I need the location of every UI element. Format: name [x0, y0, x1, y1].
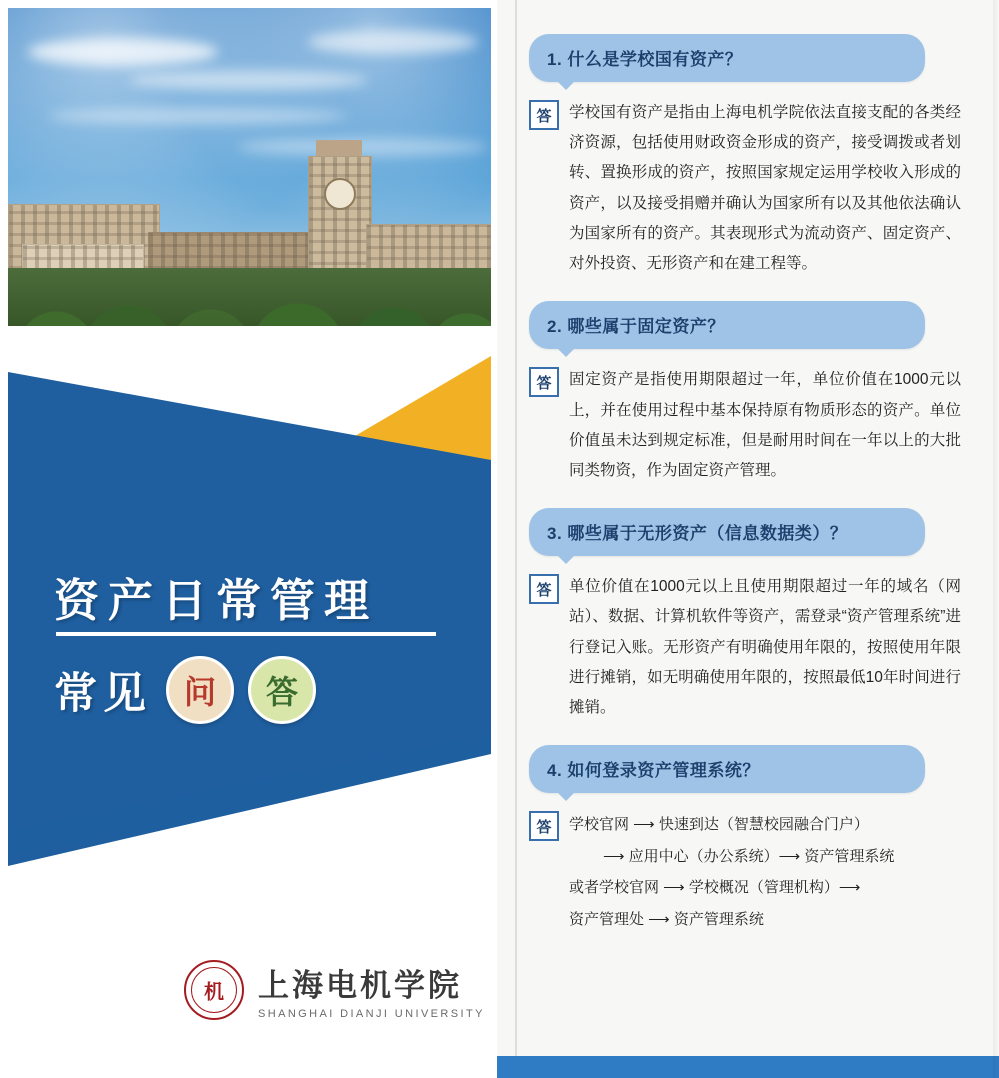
cloud-shape	[308, 30, 478, 54]
answer-row	[529, 98, 961, 279]
cloud-shape	[48, 108, 348, 124]
logo-name-en: SHANGHAI DIANJI UNIVERSITY	[258, 1008, 485, 1020]
cloud-shape	[128, 70, 368, 90]
cover-subtitle-group	[54, 656, 316, 724]
cover-title: 资产日常管理	[54, 575, 379, 626]
university-logo	[184, 960, 485, 1020]
qa-item	[529, 34, 961, 279]
cover-panel	[0, 0, 497, 1078]
question-bubble: 1. 什么是学校国有资产？	[529, 34, 925, 82]
seal-mark: 机	[204, 981, 224, 1004]
question-bubble: 3. 哪些属于无形资产（信息数据类）？	[529, 508, 925, 556]
answer-text: 单位价值在1000元以上且使用期限超过一年的域名（网站）、数据、计算机软件等资产，需登录“资产管理系统”进行登记入账。无形资产有明确使用年限的，按照使用年限进行摊销，如无明确使用年限的，按照最低10年时间进行摊销。	[569, 578, 961, 717]
clock-face	[324, 178, 356, 210]
bottom-color-bar	[497, 1056, 999, 1078]
flow-line: 学校官网 ⟶ 快速到达（智慧校园融合门户）	[569, 816, 869, 834]
answer-text: 固定资产是指使用期限超过一年，单位价值在1000元以上，并在使用过程中基本保持原有物质形态的资产。单位价值虽未达到规定标准，但是耐用时间在一年以上的大批同类物资，作为固定资产管理。	[569, 371, 961, 479]
flow-line: 或者学校官网 ⟶ 学校概况（管理机构）⟶	[569, 879, 861, 897]
logo-name-cn: 上海电机学院	[258, 968, 462, 1003]
question-circle: 问	[166, 656, 234, 724]
seal-icon	[184, 960, 244, 1020]
flow-line: ⟶ 应用中心（办公系统）⟶ 资产管理系统	[603, 847, 895, 865]
login-flow	[569, 809, 894, 935]
cover-artwork	[8, 8, 491, 1070]
qa-item	[529, 745, 961, 935]
cover-subtitle: 常见	[54, 669, 152, 718]
answer-circle: 答	[248, 656, 316, 724]
cloud-shape	[238, 138, 488, 156]
answer-row	[529, 809, 961, 935]
answer-row	[529, 365, 961, 486]
flow-line: 资产管理处 ⟶ 资产管理系统	[569, 910, 764, 928]
answer-badge: 答	[529, 100, 559, 130]
answer-row	[529, 572, 961, 723]
cloud-shape	[28, 38, 218, 66]
qa-item	[529, 508, 961, 723]
question-bubble: 2. 哪些属于固定资产？	[529, 301, 925, 349]
title-underline	[56, 632, 436, 636]
answer-badge: 答	[529, 367, 559, 397]
qa-panel	[497, 0, 999, 1078]
logo-text-group	[258, 960, 485, 1020]
answer-badge: 答	[529, 811, 559, 841]
question-bubble: 4. 如何登录资产管理系统？	[529, 745, 925, 793]
page-edge-shadow	[993, 0, 999, 1078]
fold-line	[515, 0, 517, 1078]
qa-item	[529, 301, 961, 486]
answer-text: 学校国有资产是指由上海电机学院依法直接支配的各类经济资源，包括使用财政资金形成的资产，接受调拨或者划转、置换形成的资产，按照国家规定运用学校收入形成的资产，以及接受捐赠并确认为国家所有以及其他依法确认为国家所有的资产。其表现形式为流动资产、固定资产、对外投资、无形资产和在建工程等。	[569, 104, 961, 273]
qa-list	[529, 34, 961, 957]
answer-badge: 答	[529, 574, 559, 604]
